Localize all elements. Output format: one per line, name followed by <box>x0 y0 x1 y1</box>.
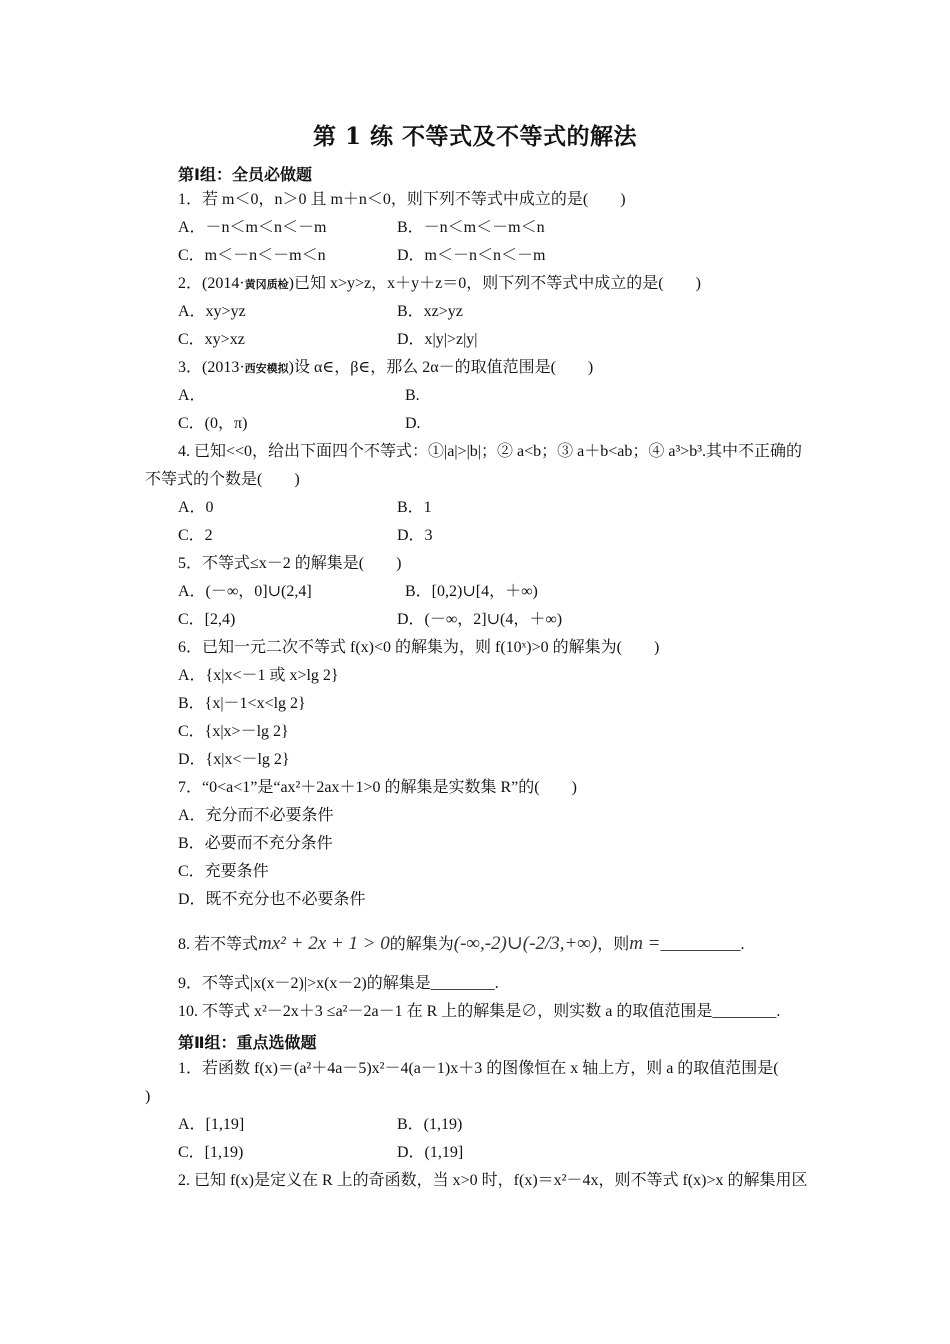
q3-option-b: B. <box>405 387 420 404</box>
q8-solution-set: (-∞,-2)∪(-2/3,+∞) <box>453 933 598 954</box>
q1-stem: 1．若 m＜0，n＞0 且 m＋n＜0，则下列不等式中成立的是( ) <box>178 191 626 208</box>
q2-option-b: B．xz>yz <box>397 303 463 320</box>
q6-option-d: D．{x|x<－lg 2} <box>178 751 290 768</box>
q6-option-c: C．{x|x>－lg 2} <box>178 723 289 740</box>
q2-option-a: A．xy>yz <box>178 303 246 320</box>
p1-option-b: B．(1,19) <box>397 1116 463 1133</box>
q3-stem <box>178 358 593 379</box>
q7-option-b: B．必要而不充分条件 <box>178 835 333 852</box>
q3-source: 西安模拟 <box>244 362 289 375</box>
q8-pre: 8. 若不等式 <box>178 936 259 953</box>
q6-stem: 6．已知一元二次不等式 f(x)<0 的解集为，则 f(10ˣ)>0 的解集为( ) <box>178 639 660 656</box>
q4-option-d: D．3 <box>397 527 433 544</box>
q4-stem-line2: 不等式的个数是( ) <box>145 471 300 488</box>
q9-stem: 9．不等式|x(x－2)|>x(x－2)的解集是________. <box>178 975 499 992</box>
p1-option-c: C．[1,19) <box>178 1144 244 1161</box>
q6-option-b: B．{x|－1<x<lg 2} <box>178 695 306 712</box>
q6-option-a: A．{x|x<－1 或 x>lg 2} <box>178 667 339 684</box>
q8-mid: 的解集为 <box>389 936 454 953</box>
p2-stem: 2. 已知 f(x)是定义在 R 上的奇函数，当 x>0 时，f(x)＝x²－4x，则不等式 f(x)>x 的解集用区 <box>178 1172 808 1189</box>
q3-option-c: C．(0，π) <box>178 415 248 432</box>
q8-post: ，则 <box>597 936 630 953</box>
q4-option-c: C．2 <box>178 527 213 544</box>
q2-source: 黄冈质检 <box>244 278 289 291</box>
q1-option-a: A．－n＜m＜n＜－m <box>178 219 327 236</box>
q4-stem-line1: 4. 已知<<0，给出下面四个不等式：①|a|>|b|；② a<b；③ a＋b<ab；④ a³>b³.其中不正确的 <box>178 443 803 460</box>
q5-stem: 5．不等式≤x－2 的解集是( ) <box>178 555 402 572</box>
q2-stem <box>178 274 701 295</box>
q2-option-c: C．xy>xz <box>178 331 245 348</box>
q8-variable: m = <box>629 933 661 954</box>
q2-option-d: D．x|y|>z|y| <box>397 331 478 348</box>
q4-option-a: A．0 <box>178 499 214 516</box>
q5-option-c: C．[2,4) <box>178 611 236 628</box>
q5-option-d: D．(－∞，2]∪(4，＋∞) <box>397 611 563 628</box>
q10-stem: 10. 不等式 x²－2x＋3 ≤a²－2a－1 在 R 上的解集是∅，则实数 a 的取值范围是________. <box>178 1003 781 1020</box>
page-title: 第 1 练 不等式及不等式的解法 <box>312 123 638 150</box>
q1-option-c: C．m＜－n＜－m＜n <box>178 247 326 264</box>
q5-option-a: A．(－∞，0]∪(2,4] <box>178 583 312 600</box>
q7-option-d: D．既不充分也不必要条件 <box>178 891 366 908</box>
p1-option-a: A．[1,19] <box>178 1116 245 1133</box>
q3-option-d: D. <box>405 415 421 432</box>
q1-option-b: B．－n＜m＜－m＜n <box>397 219 545 236</box>
q8-stem <box>178 932 745 957</box>
q3-stem-pre: 3．(2013· <box>178 359 245 376</box>
q8-inequality: mx² + 2x + 1 > 0 <box>258 933 390 954</box>
q2-stem-pre: 2．(2014· <box>178 275 245 292</box>
section-heading-2: 第Ⅱ组：重点选做题 <box>178 1033 317 1052</box>
q3-option-a: A． <box>178 387 206 404</box>
q7-option-c: C．充要条件 <box>178 863 269 880</box>
q2-stem-post: )已知 x>y>z，x＋y＋z＝0，则下列不等式中成立的是( ) <box>288 275 701 292</box>
q7-stem: 7．“0<a<1”是“ax²＋2ax＋1>0 的解集是实数集 R”的( ) <box>178 779 577 796</box>
p1-option-d: D．(1,19] <box>397 1144 464 1161</box>
q4-option-b: B．1 <box>397 499 432 516</box>
q8-answer-blank: __________. <box>660 936 745 953</box>
q3-stem-post: )设 α∈，β∈，那么 2α－的取值范围是( ) <box>288 359 594 376</box>
p1-stem-line1: 1．若函数 f(x)＝(a²＋4a－5)x²－4(a－1)x＋3 的图像恒在 x 轴上方，则 a 的取值范围是( <box>178 1060 779 1077</box>
section-heading-1: 第Ⅰ组：全员必做题 <box>178 165 312 184</box>
p1-stem-line2: ) <box>145 1088 151 1105</box>
q1-option-d: D．m＜－n＜n＜－m <box>397 247 546 264</box>
q7-option-a: A．充分而不必要条件 <box>178 807 334 824</box>
q5-option-b: B．[0,2)∪[4，＋∞) <box>405 583 538 600</box>
